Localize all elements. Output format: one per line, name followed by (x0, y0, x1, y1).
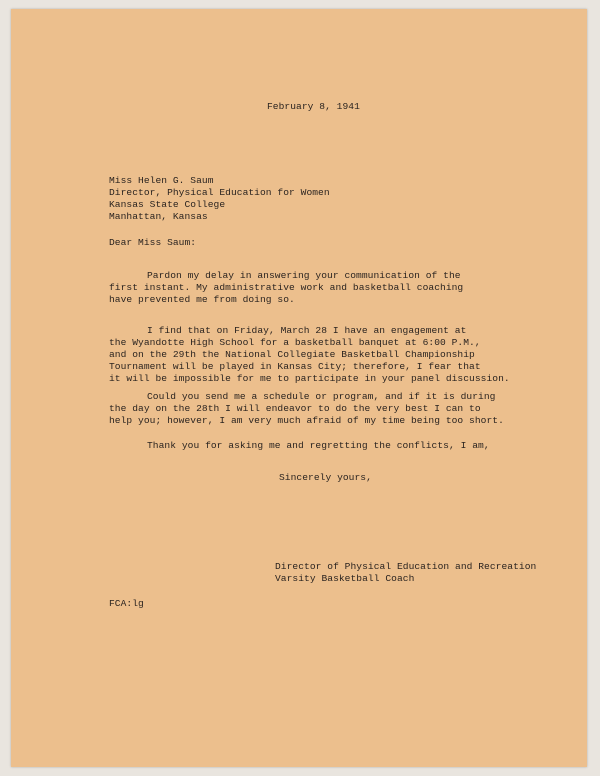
recipient-line: Director, Physical Education for Women (109, 187, 330, 198)
reference-initials: FCA:lg (109, 598, 144, 609)
paragraph-line: help you; however, I am very much afraid of my time being too short. (109, 415, 504, 426)
recipient-line: Manhattan, Kansas (109, 211, 208, 222)
paragraph-line: the day on the 28th I will endeavor to do the very best I can to (109, 403, 481, 414)
paragraph-line: Tournament will be played in Kansas City; therefore, I fear that (109, 361, 481, 372)
recipient-line: Miss Helen G. Saum (109, 175, 214, 186)
recipient-line: Kansas State College (109, 199, 226, 210)
closing: Sincerely yours, (279, 472, 372, 483)
signature-title-line: Director of Physical Education and Recreation (275, 561, 537, 572)
paragraph-line: the Wyandotte High School for a basketball banquet at 6:00 P.M., (109, 337, 481, 348)
paragraph-line: first instant. My administrative work and basketball coaching (109, 282, 464, 293)
paragraph-line: it will be impossible for me to participate in your panel discussion. (109, 373, 510, 384)
paragraph-line: Pardon my delay in answering your communication of the (147, 270, 461, 281)
letter-date: February 8, 1941 (267, 101, 360, 112)
paragraph-line: I find that on Friday, March 28 I have an engagement at (147, 325, 467, 336)
salutation: Dear Miss Saum: (109, 237, 197, 248)
paragraph-line: Thank you for asking me and regretting the conflicts, I am, (147, 440, 490, 451)
paragraph-line: have prevented me from doing so. (109, 294, 295, 305)
paragraph-line: Could you send me a schedule or program, and if it is during (147, 391, 496, 402)
signature-title-line: Varsity Basketball Coach (275, 573, 415, 584)
letter-page (11, 9, 587, 767)
paragraph-line: and on the 29th the National Collegiate Basketball Championship (109, 349, 475, 360)
